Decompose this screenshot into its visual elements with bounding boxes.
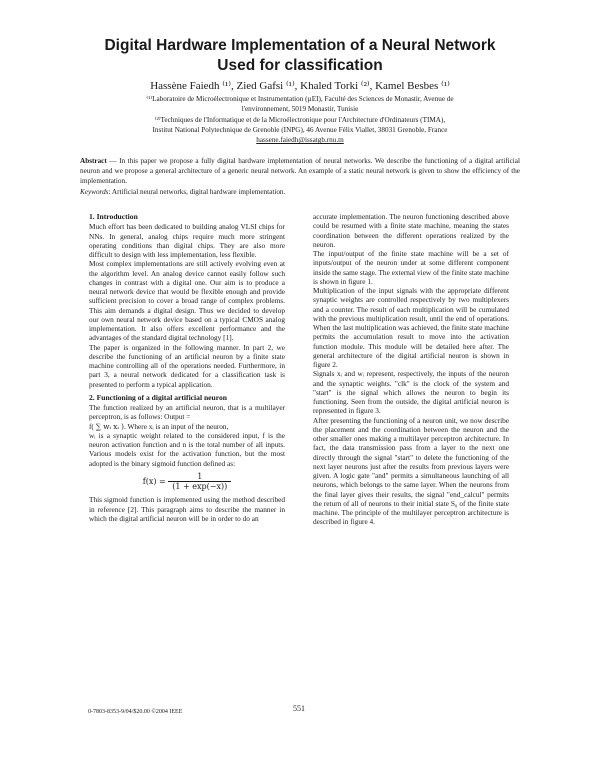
abstract-text: — In this paper we propose a fully digital hardware implementation of neural networks. We describe the functioning of a digital artificial neuron and we propose a general architecture of a generic neural network. An example of a static neural network is given to show the efficiency of the implementation. [80, 157, 520, 185]
equation-denominator: (1 + exp(−x)) [172, 482, 228, 491]
output-formula-suffix: . Where xᵢ is an input of the neuron, [124, 421, 229, 431]
affiliation-1-line-1: ⁽¹⁾Laboratoire de Microélectronique et Instrumentation (µEI), Faculté des Sciences de Monastir, Avenue de [146, 95, 454, 103]
section-1-heading: 1. Introduction [89, 212, 138, 221]
output-formula-prefix: f( [89, 421, 96, 431]
keywords-label: Keywords [80, 188, 109, 196]
page-number: 551 [293, 704, 305, 713]
title-line-1: Digital Hardware Implementation of a Neural Network [104, 37, 496, 54]
right-paragraph-4: Signals xᵢ and wᵢ represent, respectively, the inputs of the neuron and the synaptic weights. "clk" is the clock of the system and "start" is the signal which allows the neuron to begin its functioning. Seen from the outside, the digital artificial neuron is represented in figure 3. [313, 369, 509, 416]
affiliation-1-line-2: l'environnement, 5019 Monastir, Tunisie [241, 105, 359, 114]
right-paragraph-1: accurate implementation. The neuron functioning described above could be resumed with a finite state machine, meaning the states coordination between the different operations realized by the neuron. [313, 212, 509, 249]
left-paragraph-7: This sigmoid function is implemented using the method described in reference [2]. This paragraph aims to describe the manner in which the digital artificial neuron will be in order to do an [89, 495, 285, 523]
paper-title [80, 36, 520, 76]
footer-isbn: 0-7803-8353-9/04/$20.00 ©2004 IEEE [88, 709, 183, 715]
left-column [89, 212, 285, 523]
affiliation-2-line-2: Institut National Polytechnique de Grenoble (INPG), 46 Avenue Félix Viallet, 38031 Grenoble, France [152, 125, 448, 134]
equation-lhs: f(x) = [142, 476, 166, 486]
section-2-heading: 2. Functioning of a digital artificial neuron [89, 392, 228, 402]
keywords [80, 188, 520, 198]
left-paragraph-2: Most complex implementations are still actively evolving even at the algorithm level. An analog device cannot easily follow such changes in contrast with a digital one. Our aim is to produce a neural network device that would be flexible enough and provide sufficient precision to cover a broad range of complex problems. This aim demands a digital design. Thus we decided to develop our own neural network device based on a typical CMOS analog implementation. It also offers excellent performance and the advantages of the standard digital technology [1]. [89, 259, 285, 343]
title-line-2: Used for classification [217, 57, 383, 74]
right-paragraph-3: Multiplication of the input signals with the appropriate different synaptic weights are controlled respectively by two multiplexers and a counter. The result of each multiplication will be cumulated with the previous multiplication result, until the end of operations. When the last multiplication was achieved, the finite state machine permits the accumulation result to move into the activation function module. This module will be detailed here after. The general architecture of the digital artificial neuron is shown in figure 2. [313, 286, 509, 369]
author-list: Hassène Faiedh ⁽¹⁾, Zied Gafsi ⁽¹⁾, Khaled Torki ⁽²⁾, Kamel Besbes ⁽¹⁾ [150, 80, 450, 92]
output-formula-sum: ∑ wᵢ xᵢ ) [95, 421, 124, 431]
abstract-label: Abstract [80, 157, 107, 165]
author-email[interactable]: hassene.faiedh@issatgb.rnu.tn [256, 136, 344, 145]
keywords-text: : Artificial neural networks, digital hardware implementation. [108, 188, 286, 196]
abstract [80, 157, 520, 186]
equation-fraction [168, 472, 231, 492]
affiliations [60, 94, 540, 145]
affiliation-2-line-1: ⁽²⁾Techniques de l'Informatique et de la Microélectronique pour l'Architecture d'Ordinateurs (TIMA), [154, 115, 446, 124]
sigmoid-equation [89, 472, 285, 492]
equation-numerator: 1 [168, 472, 231, 482]
left-paragraph-4: The function realized by an artificial neuron, that is a multilayer perceptron, is as follows: Output = [89, 403, 285, 422]
left-paragraph-6: wᵢ is a synaptic weight related to the considered input, f is the neuron activation function and n is the total number of all inputs. Various models exist for the activation function, but the most adopted is the binary sigmoid function defined as: [89, 430, 285, 468]
left-paragraph-5 [89, 422, 285, 431]
right-paragraph-2: The input/output of the finite state machine will be a set of inputs/output of the neuron under at some different component inside the same stage. The external view of the finite state machine is shown in figure 1. [313, 249, 509, 286]
left-paragraph-1: Much effort has been dedicated to building analog VLSI chips for NNs. In general, analog chips require much more stringent operating conditions than digital chips. They are also more difficult to design with less implementation, less flexible. [89, 222, 285, 259]
right-paragraph-5: After presenting the functioning of a neuron unit, we now describe the placement and the coordination between the neuron and the other smaller ones making a multilayer perceptron architecture. In fact, the data transmission pass from a layer to the next one directly through the signal "start" to delete the functioning of the next layer neurons just after the results from previous layers were given. A logic gate "and" permits a simultaneous launching of all neurons, which belongs to the same layer. When the neurons from the final layer gives their results, the signal "end_calcul" permits the return of all of neurons to their initial state S₀ of the finite state machine. The principle of the multilayer perceptron architecture is described in figure 4. [313, 415, 509, 527]
right-column [313, 212, 509, 527]
left-paragraph-3: The paper is organized in the following manner. In part 2, we describe the functioning of an artificial neuron by a finite state machine controlling all of the operations needed. Furthermore, in part 3, a neural network dedicated for a classification task is presented to perform a typical application. [89, 342, 285, 389]
